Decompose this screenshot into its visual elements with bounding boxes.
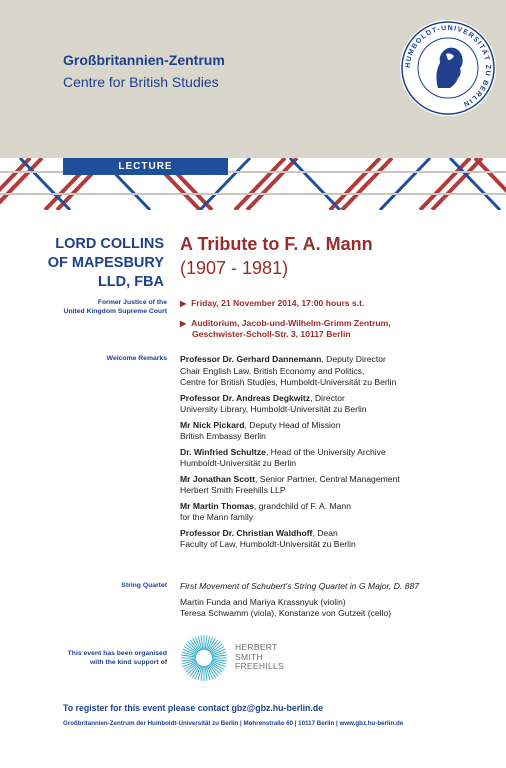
speaker-role [40, 298, 167, 316]
support-label [40, 649, 167, 667]
remark-role: , Senior Partner, Central Management [254, 473, 400, 484]
remark-name: Professor Dr. Andreas Degkwitz [180, 392, 311, 403]
speaker-role-line: Former Justice of the [97, 299, 167, 306]
lecture-tab: LECTURE [63, 158, 228, 175]
remark-line: Humboldt-Universität zu Berlin [180, 458, 297, 468]
remark-name: Mr Martin Thomas [180, 500, 255, 511]
remark-item [180, 393, 480, 416]
remark-line: Centre for British Studies, Humboldt-Universität zu Berlin [180, 377, 397, 387]
quartet-performers-line: Teresa Schwamm (viola), Konstanze von Gutzeit (cello) [180, 608, 392, 618]
seal-text: HUMBOLDT-UNIVERSITÄT ZU BERLIN [404, 24, 492, 108]
remark-line: for the Mann family [180, 512, 254, 522]
sponsor-name [235, 643, 284, 672]
org-name-english: Centre for British Studies [63, 74, 219, 90]
speaker-name-line: LLD, FBA [97, 274, 164, 290]
support-label-line: This event has been organised [67, 650, 167, 657]
remark-line: Faculty of Law, Humboldt-Universität zu Berlin [180, 539, 356, 549]
speaker-name-line: OF MAPESBURY [47, 255, 164, 271]
sponsor-logo-icon [180, 634, 228, 682]
speaker-name-line: LORD COLLINS [55, 236, 164, 252]
remark-item [180, 447, 480, 470]
header-band [0, 0, 506, 158]
sponsor-name-line: HERBERT [235, 642, 278, 652]
remark-line: University Library, Humboldt-Universität zu Berlin [180, 404, 367, 414]
speaker-name [40, 235, 164, 292]
event-venue-line2: Geschwister-Scholl-Str. 3, 10117 Berlin [192, 329, 351, 339]
event-venue [180, 318, 391, 329]
footer-address: Großbritannien-Zentrum der Humboldt-Universität zu Berlin | Mohrenstraße 60 | 10117 Berlin | www.gbz.hu-berlin.de [63, 720, 404, 727]
remark-name: Mr Nick Pickard [180, 419, 245, 430]
remark-name: Professor Dr. Gerhard Dannemann [180, 354, 322, 364]
remark-role: , Director [310, 392, 345, 403]
sponsor-name-line: SMITH [235, 651, 263, 662]
register-text: To register for this event please contact gbz@gbz.hu-berlin.de [63, 703, 324, 713]
event-date-text: Friday, 21 November 2014, 17:00 hours s.t. [191, 298, 365, 308]
quartet-performers-line: Martin Funda and Mariya Krassnyuk (violin) [180, 596, 346, 607]
remark-role: , grandchild of F. A. Mann [254, 500, 351, 511]
remark-item [180, 420, 480, 443]
university-seal-icon [398, 18, 498, 118]
welcome-remarks-label: Welcome Remarks [106, 355, 167, 362]
remark-line: Herbert Smith Freehills LLP [180, 485, 286, 495]
event-date [180, 298, 364, 309]
remark-role: , Head of the University Archive [265, 446, 386, 457]
welcome-remarks-list [180, 354, 480, 555]
quartet-piece: First Movement of Schubert's String Quartet in G Major, D. 887 [180, 581, 420, 591]
org-name-german: Großbritannien-Zentrum [63, 52, 225, 68]
remark-item [180, 501, 480, 524]
remark-line: British Embassy Berlin [180, 431, 266, 441]
string-quartet-label: String Quartet [121, 582, 167, 589]
event-venue-line1: Auditorium, Jacob-und-Wilhelm-Grimm Zentrum, [191, 318, 391, 328]
speaker-role-line: United Kingdom Supreme Court [63, 308, 167, 315]
remark-name: Professor Dr. Christian Waldhoff [180, 527, 313, 538]
string-quartet-info [180, 581, 480, 620]
event-subtitle: (1907 - 1981) [180, 258, 289, 278]
support-label-line: with the kind support of [89, 659, 167, 666]
triangle-right-icon: ▶ [180, 299, 187, 308]
remark-name: Mr Jonathan Scott [180, 473, 255, 484]
remark-name: Dr. Winfried Schultze [180, 446, 266, 457]
remark-line: Chair English Law, British Economy and Politics, [180, 365, 365, 376]
sponsor-name-line: FREEHILLS [235, 661, 284, 671]
remark-role: , Deputy Head of Mission [244, 419, 341, 430]
remark-item [180, 354, 480, 389]
remark-item [180, 528, 480, 551]
remark-role: , Dean [312, 527, 338, 538]
triangle-right-icon: ▶ [180, 319, 187, 328]
event-title: A Tribute to F. A. Mann [180, 234, 373, 254]
remark-role: , Deputy Director [321, 354, 386, 364]
remark-item [180, 474, 480, 497]
